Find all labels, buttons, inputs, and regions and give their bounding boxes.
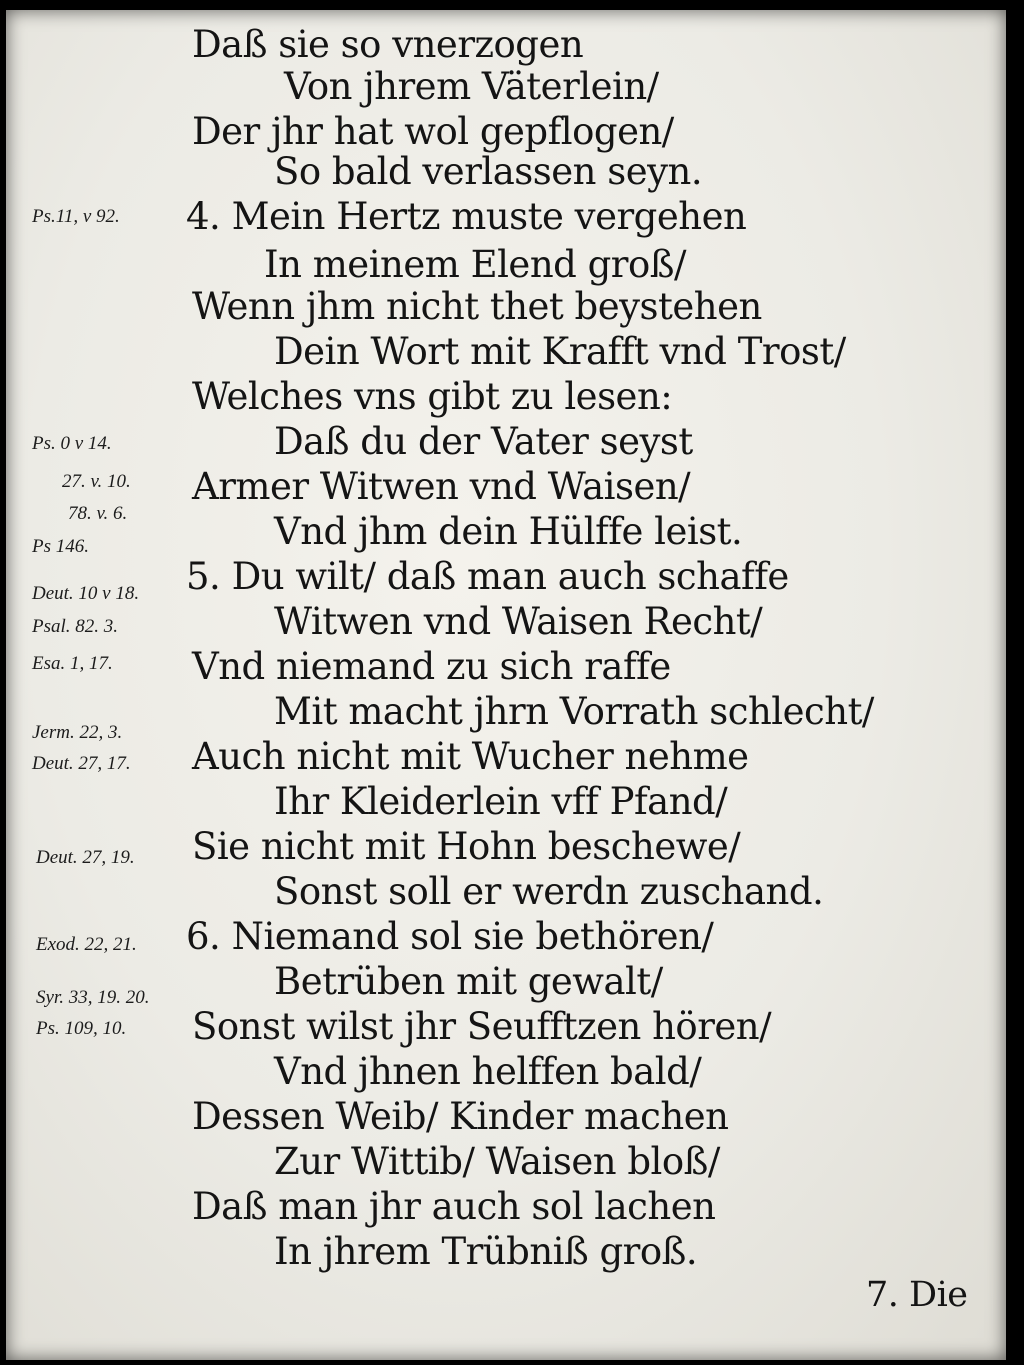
- verse-line: In jhrem Trübniß groß.: [274, 1230, 698, 1273]
- verse-line: Dein Wort mit Krafft vnd Trost/: [274, 330, 846, 373]
- marginal-reference: 27. v. 10.: [62, 471, 131, 492]
- marginal-reference: Psal. 82. 3.: [32, 616, 119, 637]
- verse-line: Betrüben mit gewalt/: [274, 960, 663, 1003]
- verse-line: In meinem Elend groß/: [264, 243, 686, 286]
- verse-line: Zur Wittib/ Waisen bloß/: [274, 1140, 720, 1183]
- marginal-reference: Ps. 109, 10.: [36, 1018, 127, 1039]
- book-page: [6, 10, 1006, 1360]
- verse-line: Wenn jhm nicht thet beystehen: [192, 285, 762, 328]
- verse-line: So bald verlassen seyn.: [274, 150, 703, 193]
- marginal-reference: Deut. 27, 19.: [36, 847, 135, 868]
- verse-line: Daß du der Vater seyst: [274, 420, 693, 463]
- verse-line: Sonst wilst jhr Seufftzen hören/: [192, 1005, 772, 1048]
- verse-line: 6. Niemand sol sie bethören/: [186, 915, 714, 958]
- marginal-reference: Exod. 22, 21.: [36, 934, 137, 955]
- verse-line: Sonst soll er werdn zuschand.: [274, 870, 824, 913]
- marginal-reference: 78. v. 6.: [68, 503, 128, 524]
- marginal-reference: Deut. 10 v 18.: [32, 583, 140, 604]
- verse-line: Sie nicht mit Hohn beschewe/: [192, 825, 741, 868]
- marginal-reference: Syr. 33, 19. 20.: [36, 987, 150, 1008]
- verse-line: Daß man jhr auch sol lachen: [192, 1185, 716, 1228]
- verse-line: Auch nicht mit Wucher nehme: [192, 735, 749, 778]
- verse-line: Daß sie so vnerzogen: [192, 23, 584, 66]
- verse-line: Der jhr hat wol gepflogen/: [192, 110, 674, 153]
- verse-line: Vnd niemand zu sich raffe: [192, 645, 671, 688]
- marginal-reference: Deut. 27, 17.: [32, 753, 131, 774]
- verse-line: Mit macht jhrn Vorrath schlecht/: [274, 690, 874, 733]
- verse-line: Ihr Kleiderlein vff Pfand/: [274, 780, 728, 823]
- marginal-reference: Esa. 1, 17.: [32, 653, 113, 674]
- marginal-reference: Ps. 0 v 14.: [32, 433, 112, 454]
- verse-line: Welches vns gibt zu lesen:: [192, 375, 673, 418]
- marginal-reference: Ps.11, v 92.: [32, 206, 120, 227]
- verse-line: Armer Witwen vnd Waisen/: [192, 465, 691, 508]
- catchword: 7. Die: [866, 1275, 968, 1315]
- verse-line: Von jhrem Väterlein/: [284, 65, 659, 108]
- verse-line: Witwen vnd Waisen Recht/: [274, 600, 763, 643]
- verse-line: Vnd jhnen helffen bald/: [274, 1050, 702, 1093]
- marginal-reference: Jerm. 22, 3.: [32, 722, 123, 743]
- marginal-reference: Ps 146.: [32, 536, 89, 557]
- verse-line: Dessen Weib/ Kinder machen: [192, 1095, 729, 1138]
- verse-line: 4. Mein Hertz muste vergehen: [186, 195, 747, 238]
- verse-line: Vnd jhm dein Hülffe leist.: [274, 510, 743, 553]
- show-through-bleed: [866, 70, 1006, 1320]
- verse-line: 5. Du wilt/ daß man auch schaffe: [186, 555, 789, 598]
